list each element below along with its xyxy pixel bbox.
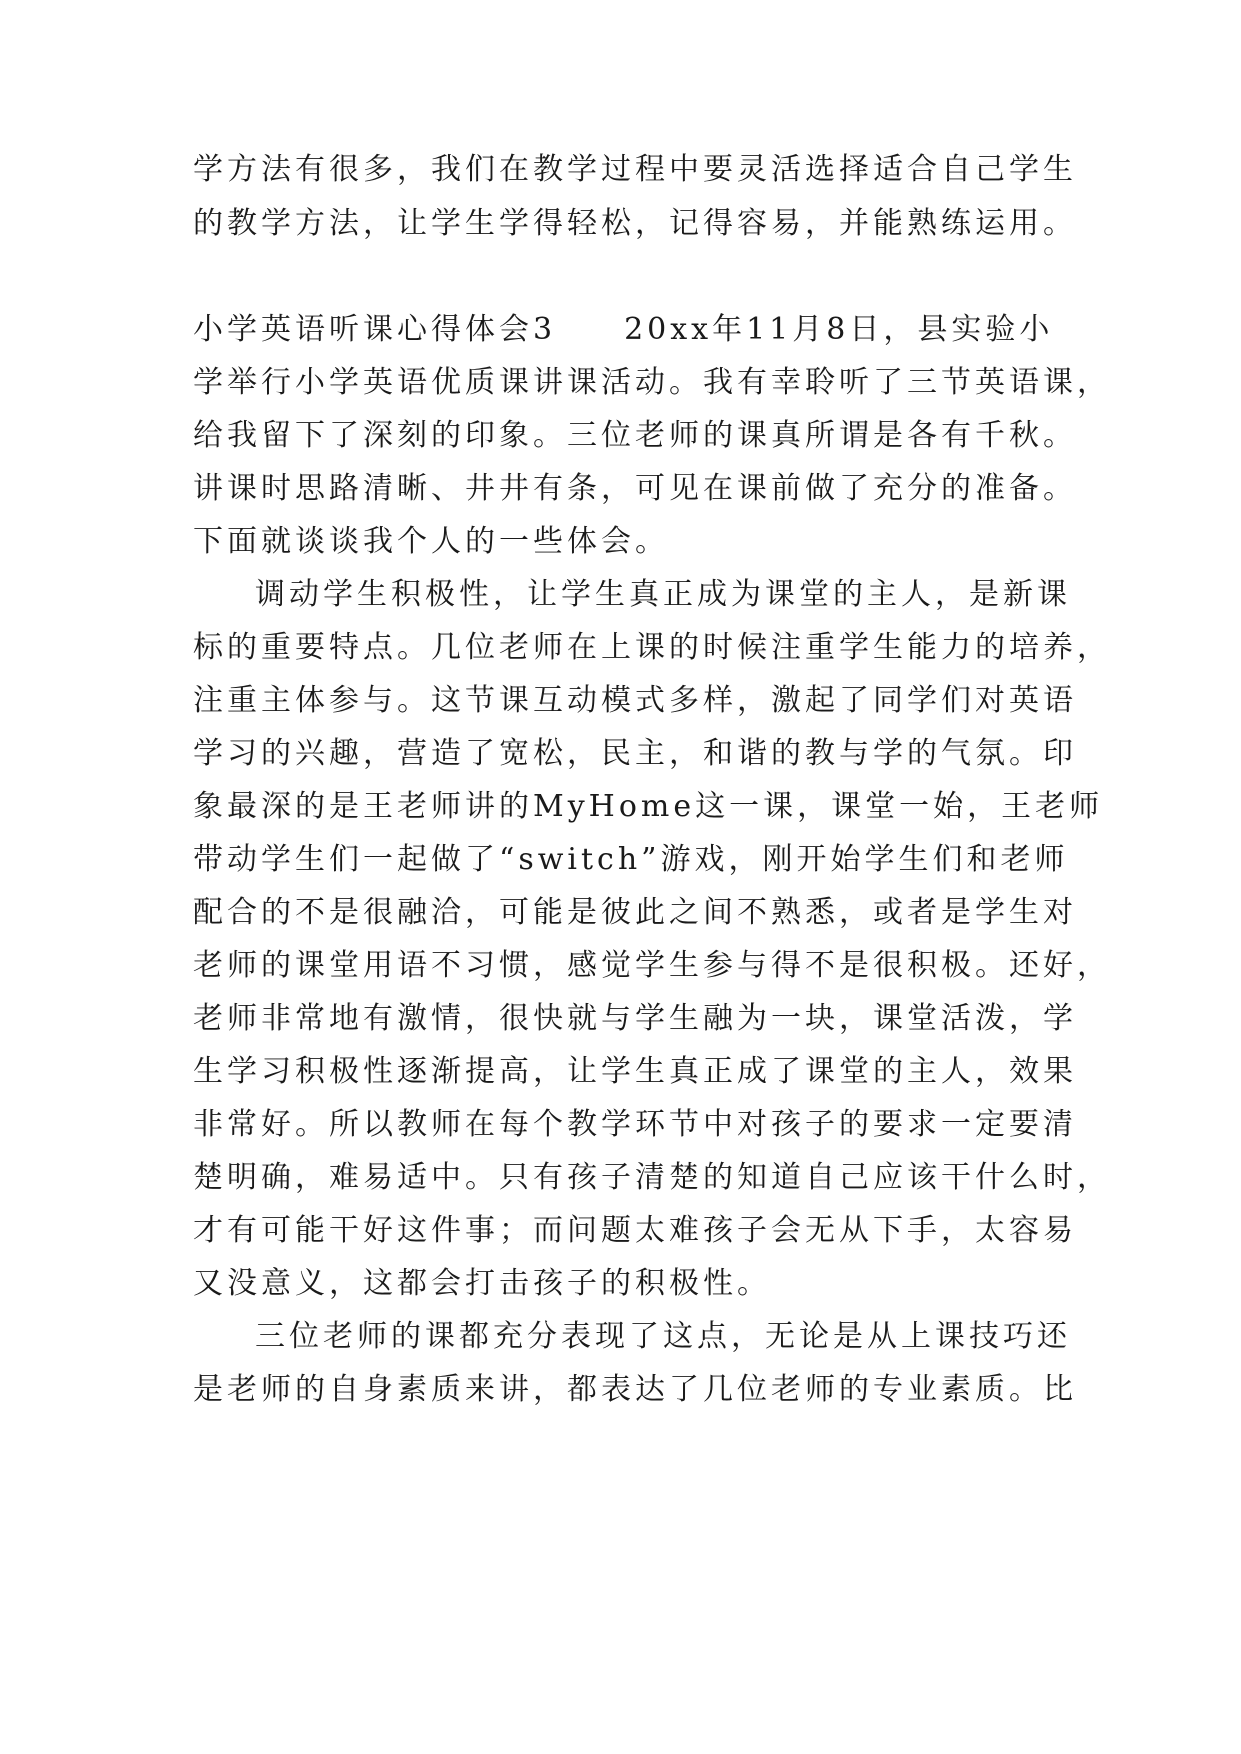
text-line: 才有可能干好这件事；而问题太难孩子会无从下手，太容易 (193, 1213, 1077, 1248)
text-line: 非常好。所以教师在每个教学环节中对孩子的要求一定要清 (193, 1107, 1077, 1142)
text-line: 是老师的自身素质来讲，都表达了几位老师的专业素质。比 (193, 1372, 1077, 1407)
text-line: 学习的兴趣，营造了宽松，民主，和谐的教与学的气氛。印 (193, 736, 1077, 771)
text-line: 老师非常地有激情，很快就与学生融为一块，课堂活泼，学 (193, 1001, 1077, 1036)
text-line: 讲课时思路清晰、井井有条，可见在课前做了充分的准备。 (193, 471, 1077, 506)
text-line: 小学英语听课心得体会3 20xx年11月8日，县实验小 (193, 312, 1054, 347)
text-line: 调动学生积极性，让学生真正成为课堂的主人，是新课 (255, 577, 1071, 612)
text-line: 的教学方法，让学生学得轻松，记得容易，并能熟练运用。 (193, 206, 1077, 241)
text-line: 标的重要特点。几位老师在上课的时候注重学生能力的培养， (193, 630, 1111, 665)
text-line: 生学习积极性逐渐提高，让学生真正成了课堂的主人，效果 (193, 1054, 1077, 1089)
text-line: 带动学生们一起做了“switch”游戏，刚开始学生们和老师 (193, 842, 1069, 877)
text-line: 给我留下了深刻的印象。三位老师的课真所谓是各有千秋。 (193, 418, 1077, 453)
text-line: 又没意义，这都会打击孩子的积极性。 (193, 1266, 771, 1301)
text-line: 三位老师的课都充分表现了这点，无论是从上课技巧还 (255, 1319, 1071, 1354)
text-line: 学举行小学英语优质课讲课活动。我有幸聆听了三节英语课， (193, 365, 1111, 400)
text-line: 象最深的是王老师讲的MyHome这一课，课堂一始，王老师 (193, 789, 1104, 824)
text-line: 老师的课堂用语不习惯，感觉学生参与得不是很积极。还好， (193, 948, 1111, 983)
text-line: 配合的不是很融洽，可能是彼此之间不熟悉，或者是学生对 (193, 895, 1077, 930)
text-line: 注重主体参与。这节课互动模式多样，激起了同学们对英语 (193, 683, 1077, 718)
text-line: 下面就谈谈我个人的一些体会。 (193, 524, 669, 559)
text-line: 学方法有很多，我们在教学过程中要灵活选择适合自己学生 (193, 152, 1077, 187)
text-line: 楚明确，难易适中。只有孩子清楚的知道自己应该干什么时， (193, 1160, 1111, 1195)
